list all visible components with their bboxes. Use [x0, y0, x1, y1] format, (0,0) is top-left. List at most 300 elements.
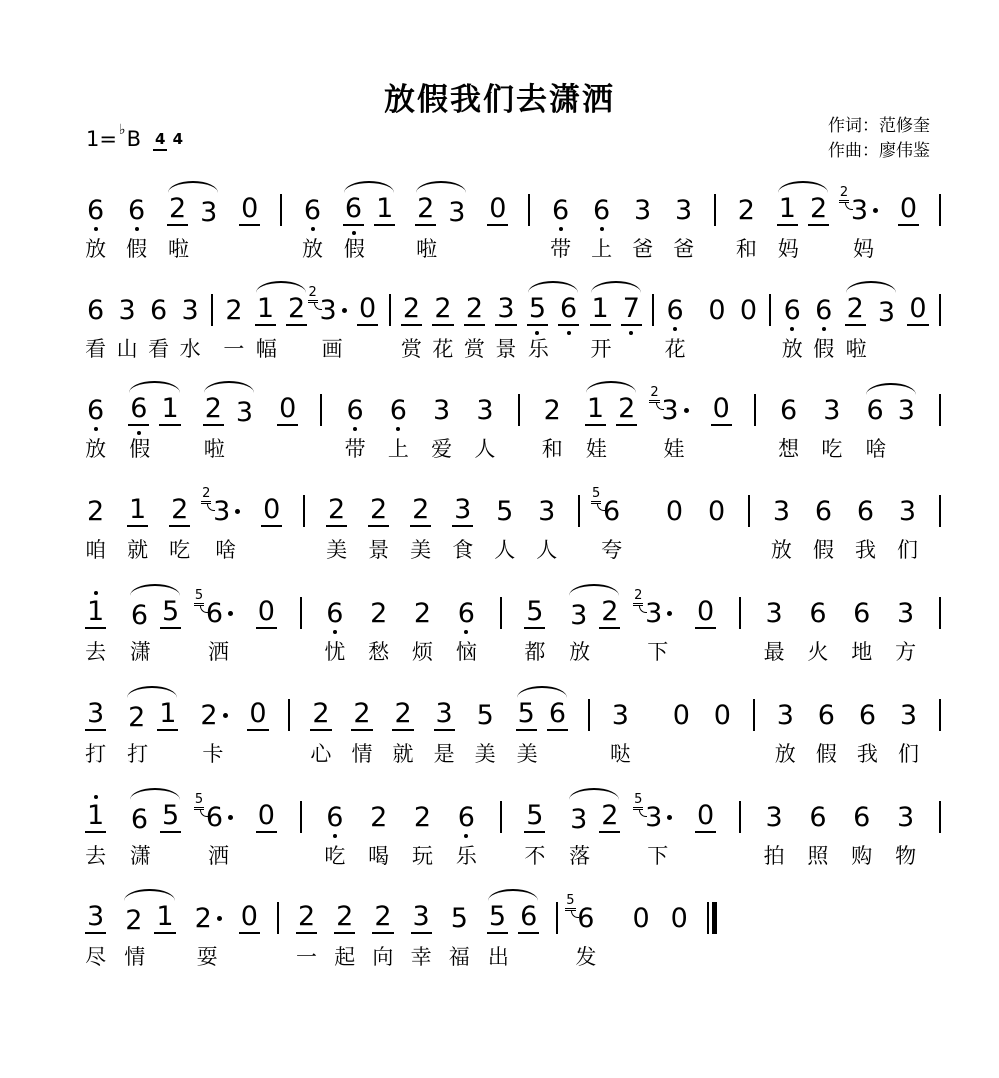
note	[85, 394, 106, 426]
bar-area	[939, 590, 941, 636]
barline-token	[211, 287, 213, 363]
note-token	[524, 590, 545, 666]
note-digit: 0	[632, 902, 650, 934]
note-area	[456, 794, 477, 840]
note-digit: 2	[737, 194, 755, 226]
lyric-syllable: 上	[591, 237, 613, 261]
note	[452, 493, 473, 527]
note	[255, 292, 276, 326]
note-area	[536, 488, 557, 534]
grace-note-digit: 2	[839, 186, 849, 203]
note	[351, 697, 372, 731]
note-digit: 6	[457, 801, 475, 833]
note	[126, 701, 147, 733]
slur-group	[128, 392, 180, 426]
note-token	[775, 692, 796, 768]
lyric-syllable: 放	[302, 237, 324, 261]
grace-note-digit: 2	[201, 487, 211, 504]
note-digit: 3	[772, 495, 790, 527]
note-digit: 2	[370, 597, 388, 629]
note-token	[194, 587, 233, 666]
note-token	[302, 187, 323, 263]
note	[203, 392, 224, 426]
slur-group	[777, 192, 829, 226]
grace-note-digit: 5	[591, 487, 601, 504]
octave-dot-below	[135, 227, 139, 231]
rest	[712, 699, 733, 731]
note-digit: 1	[87, 799, 105, 831]
note-digit: 2	[336, 900, 354, 932]
credits	[828, 114, 930, 164]
note-area	[775, 692, 796, 738]
note-digit: 3	[448, 196, 466, 228]
bar-area	[280, 187, 282, 233]
note-token	[310, 692, 331, 768]
note	[807, 801, 828, 833]
lyric-syllable: 放	[85, 437, 107, 461]
note-group-token	[568, 794, 620, 870]
note-token	[85, 387, 106, 463]
note-area	[813, 488, 834, 534]
bar-area	[500, 794, 502, 840]
lyric-syllable: 心	[310, 742, 332, 766]
lyric-syllable: 下	[647, 640, 669, 664]
note-area	[516, 692, 568, 738]
slur-group	[255, 292, 307, 326]
note-area	[566, 892, 596, 941]
bar-area	[300, 590, 302, 636]
lyric-syllable: 物	[895, 844, 917, 868]
lyric-syllable: 都	[524, 640, 546, 664]
octave-dot-below	[535, 331, 539, 335]
note-token	[475, 692, 496, 768]
note	[524, 799, 545, 833]
final-barline-token	[707, 895, 717, 971]
barline-token	[300, 794, 302, 870]
note-group-token	[343, 187, 395, 263]
note-area	[324, 590, 345, 636]
bar-area	[939, 692, 941, 738]
note	[326, 493, 347, 527]
note-digit: 0	[263, 493, 281, 525]
note-area	[898, 692, 919, 738]
note-token	[117, 287, 138, 363]
note-token	[85, 187, 106, 263]
slur-group	[129, 799, 181, 835]
lyric-syllable: 向	[372, 945, 394, 969]
song-title: 放假我们去潇洒	[384, 82, 615, 118]
lyric-syllable: 啥	[215, 538, 237, 562]
note-area	[524, 794, 545, 840]
note-token	[223, 287, 244, 363]
bar-area	[652, 287, 654, 333]
note-digit: 5	[526, 595, 544, 627]
grace-note	[201, 482, 211, 504]
lyric-syllable: 假	[815, 742, 837, 766]
note-area	[169, 488, 190, 534]
note-area	[85, 287, 106, 333]
note-digit: 3	[235, 396, 254, 428]
rest-token	[487, 187, 508, 263]
lyric-syllable: 放	[569, 640, 591, 664]
note-area	[310, 692, 331, 738]
note	[487, 900, 508, 934]
lyric-syllable: 山	[116, 337, 138, 361]
note	[368, 597, 389, 629]
notation-line-3	[85, 384, 941, 463]
barline	[288, 699, 290, 731]
note-group-token	[865, 387, 917, 463]
note	[599, 595, 620, 629]
note-area	[148, 287, 169, 333]
note-digit: 5	[517, 697, 535, 729]
note	[524, 595, 545, 629]
note-area	[487, 187, 508, 233]
note-digit: 2	[204, 392, 222, 424]
note-area	[203, 387, 255, 433]
note-area	[736, 187, 757, 233]
note-token	[431, 387, 452, 463]
note-area	[415, 187, 467, 233]
rest-token	[277, 387, 298, 463]
note-area	[664, 488, 685, 534]
note	[777, 192, 798, 226]
composer-credit: 作曲：廖伟鉴	[828, 141, 930, 161]
note-token	[127, 488, 148, 564]
barline	[939, 194, 941, 226]
note-token	[736, 187, 757, 263]
note-digit: 2	[402, 292, 420, 324]
note-area	[464, 287, 485, 333]
bar-area	[528, 187, 530, 233]
note	[851, 597, 872, 629]
barline-token	[277, 895, 279, 971]
note-area	[495, 287, 516, 333]
barline-token	[739, 590, 741, 666]
note-token	[412, 590, 433, 666]
lyric-syllable: 开	[590, 337, 612, 361]
note-digit: 2	[543, 394, 561, 426]
note	[368, 493, 389, 527]
note-area	[392, 692, 413, 738]
lyric-syllable: 就	[127, 538, 149, 562]
note-area	[324, 794, 345, 840]
slur-group	[590, 292, 642, 326]
lyric-syllable: 喝	[368, 844, 390, 868]
note	[296, 900, 317, 934]
note-digit: 2	[87, 495, 105, 527]
note	[610, 699, 631, 731]
note-digit: 3	[412, 900, 430, 932]
rest-token	[247, 692, 268, 768]
lyric-syllable: 啦	[845, 337, 867, 361]
note-area	[434, 692, 455, 738]
note	[816, 699, 837, 731]
octave-dot-below	[464, 630, 468, 634]
note-area	[738, 287, 759, 333]
lyric-syllable: 落	[569, 844, 591, 868]
grace-note-digit: 2	[633, 589, 643, 606]
barline	[753, 699, 755, 731]
key-prefix: 1=	[86, 127, 117, 151]
bar-area	[739, 590, 741, 636]
note	[401, 292, 422, 326]
note-digit: 1	[591, 292, 609, 324]
note-area	[247, 692, 268, 738]
note	[782, 294, 803, 326]
barline-token	[578, 488, 580, 564]
lyric-syllable: 一	[223, 337, 245, 361]
lyric-syllable: 啦	[203, 437, 225, 461]
note-token	[807, 794, 828, 870]
note-digit: 6	[666, 294, 684, 326]
note	[446, 196, 467, 228]
note-area	[771, 488, 792, 534]
note-token	[673, 187, 694, 263]
note-area	[368, 590, 389, 636]
note-digit: 2	[434, 292, 452, 324]
note-token	[194, 791, 233, 870]
lyric-syllable: 妈	[777, 237, 799, 261]
octave-dot-below	[629, 331, 633, 335]
augmentation-dot	[342, 308, 347, 313]
barline-token	[739, 794, 741, 870]
note	[771, 495, 792, 527]
note-token	[432, 287, 453, 363]
note	[127, 493, 148, 527]
note-digit: 6	[856, 495, 875, 527]
rest	[487, 192, 508, 226]
augmentation-dot	[217, 916, 222, 921]
note-token	[368, 794, 389, 870]
lyric-syllable: 下	[647, 844, 669, 868]
rest	[669, 902, 690, 934]
note	[194, 587, 225, 629]
lyric-syllable: 乐	[455, 844, 477, 868]
grace-note	[194, 788, 204, 810]
note	[128, 392, 149, 426]
note-digit: 6	[87, 394, 105, 426]
lyric-syllable: 们	[897, 538, 918, 562]
note-area	[778, 387, 799, 433]
lyric-syllable: 洒	[207, 640, 229, 664]
flat-icon: ♭	[118, 122, 126, 138]
note	[634, 587, 664, 629]
note-area	[126, 187, 147, 233]
grace-note	[633, 584, 643, 606]
note-area	[895, 794, 916, 840]
note	[474, 394, 495, 426]
note-digit: 6	[560, 292, 578, 324]
barline	[939, 495, 941, 527]
bar-area	[769, 287, 771, 333]
rest	[664, 495, 685, 527]
note	[368, 801, 389, 833]
note-digit: 0	[899, 192, 918, 224]
note-digit: 2	[297, 900, 316, 932]
note-area	[527, 287, 579, 333]
note-area	[895, 590, 916, 636]
note-digit: 3	[899, 699, 918, 731]
note-area	[255, 287, 307, 333]
note-token	[401, 287, 422, 363]
barline	[211, 294, 213, 326]
note-token	[456, 794, 477, 870]
barline	[939, 294, 941, 326]
lyric-syllable: 带	[344, 437, 366, 461]
note-token	[308, 284, 347, 363]
grace-note	[591, 482, 601, 504]
note	[302, 194, 323, 226]
note-area	[669, 895, 690, 941]
note-digit: 2	[128, 701, 146, 733]
barline	[714, 194, 716, 226]
note-group-token	[255, 287, 307, 363]
barline-token	[556, 895, 558, 971]
note-digit: 2	[288, 292, 306, 324]
note-area	[632, 187, 653, 233]
lyric-syllable: 哒	[609, 742, 631, 766]
note-digit: 0	[359, 292, 377, 324]
note-digit: 6	[814, 495, 833, 527]
note-token	[650, 384, 688, 463]
note-area	[807, 794, 828, 840]
note-area	[568, 794, 620, 840]
time-signature-bottom: 4	[172, 129, 184, 148]
note-area	[585, 387, 637, 433]
note-area	[456, 590, 477, 636]
note-area	[634, 791, 672, 840]
note-area	[202, 485, 240, 534]
note-token	[372, 895, 393, 971]
lyric-syllable: 人	[474, 437, 496, 461]
note-area	[345, 387, 366, 433]
lyric-syllable: 带	[550, 237, 572, 261]
note	[599, 799, 620, 833]
note-area	[695, 590, 716, 636]
lyric-syllable: 情	[124, 945, 146, 969]
barline	[588, 699, 590, 731]
barline	[754, 394, 756, 426]
augmentation-dot	[667, 611, 672, 616]
note-group-token	[128, 387, 180, 463]
note-area	[706, 488, 727, 534]
rest-token	[738, 287, 759, 363]
note-area	[851, 794, 872, 840]
note	[807, 597, 828, 629]
octave-dot-above	[94, 795, 98, 799]
octave-dot-below	[137, 431, 141, 435]
note-area	[665, 287, 686, 333]
note-area	[401, 287, 422, 333]
note	[634, 791, 664, 833]
augmentation-dot	[228, 611, 233, 616]
octave-dot-below	[311, 227, 315, 231]
note	[129, 599, 150, 631]
rest	[706, 294, 727, 326]
slur-group	[129, 595, 181, 631]
note-digit: 6	[520, 900, 538, 932]
note	[763, 597, 784, 629]
note	[736, 194, 757, 226]
lyric-syllable: 假	[812, 538, 834, 562]
barline	[300, 801, 302, 833]
note-area	[542, 387, 563, 433]
note-area	[695, 794, 716, 840]
note	[411, 900, 432, 934]
note-group-token	[516, 692, 568, 768]
note-area	[85, 692, 106, 738]
note-digit: 1	[159, 697, 177, 729]
note-group-token	[203, 387, 255, 463]
note-area	[129, 590, 181, 636]
lyric-syllable: 福	[448, 945, 470, 969]
rest-token	[695, 590, 716, 666]
note	[813, 294, 834, 326]
note-token	[410, 488, 431, 564]
note-digit: 6	[389, 394, 407, 426]
note-digit: 3	[877, 296, 895, 328]
note	[566, 892, 596, 934]
note-digit: 6	[87, 294, 105, 326]
note-token	[296, 895, 317, 971]
lyric-syllable: 夸	[601, 538, 623, 562]
note	[431, 394, 452, 426]
rest-token	[711, 387, 732, 463]
augmentation-dot	[223, 713, 228, 718]
note	[85, 495, 106, 527]
note	[159, 392, 180, 426]
bar-area	[300, 794, 302, 840]
rest-token	[695, 794, 716, 870]
note-digit: 2	[809, 192, 828, 224]
key-signature	[86, 122, 184, 151]
note-digit: 6	[205, 597, 224, 629]
barline-token	[588, 692, 590, 768]
note-digit: 2	[413, 597, 432, 629]
slur-group	[203, 392, 255, 428]
note-group-token	[527, 287, 579, 363]
note	[650, 384, 680, 426]
rest	[247, 697, 268, 731]
note	[85, 799, 106, 833]
lyric-syllable: 起	[334, 945, 356, 969]
note-area	[302, 187, 323, 233]
notation-line-5	[85, 587, 941, 666]
note-token	[813, 287, 834, 363]
lyric-syllable: 耍	[196, 945, 218, 969]
note-digit: 3	[850, 194, 869, 226]
note-digit: 6	[127, 194, 146, 226]
note-digit: 0	[489, 192, 507, 224]
note-area	[85, 387, 106, 433]
octave-dot-below	[94, 227, 98, 231]
barline-token	[714, 187, 716, 263]
note-digit: 5	[496, 495, 514, 527]
lyric-syllable: 潇	[129, 640, 151, 664]
note-digit: 3	[200, 196, 218, 228]
rest	[738, 294, 759, 326]
note	[234, 396, 255, 428]
note-area	[897, 488, 918, 534]
note-digit: 0	[708, 294, 726, 326]
lyric-syllable: 打	[127, 742, 149, 766]
note	[547, 697, 568, 731]
note-group-token	[777, 187, 829, 263]
note	[308, 284, 339, 326]
octave-dot-below	[567, 331, 571, 335]
slur-group	[343, 192, 395, 226]
